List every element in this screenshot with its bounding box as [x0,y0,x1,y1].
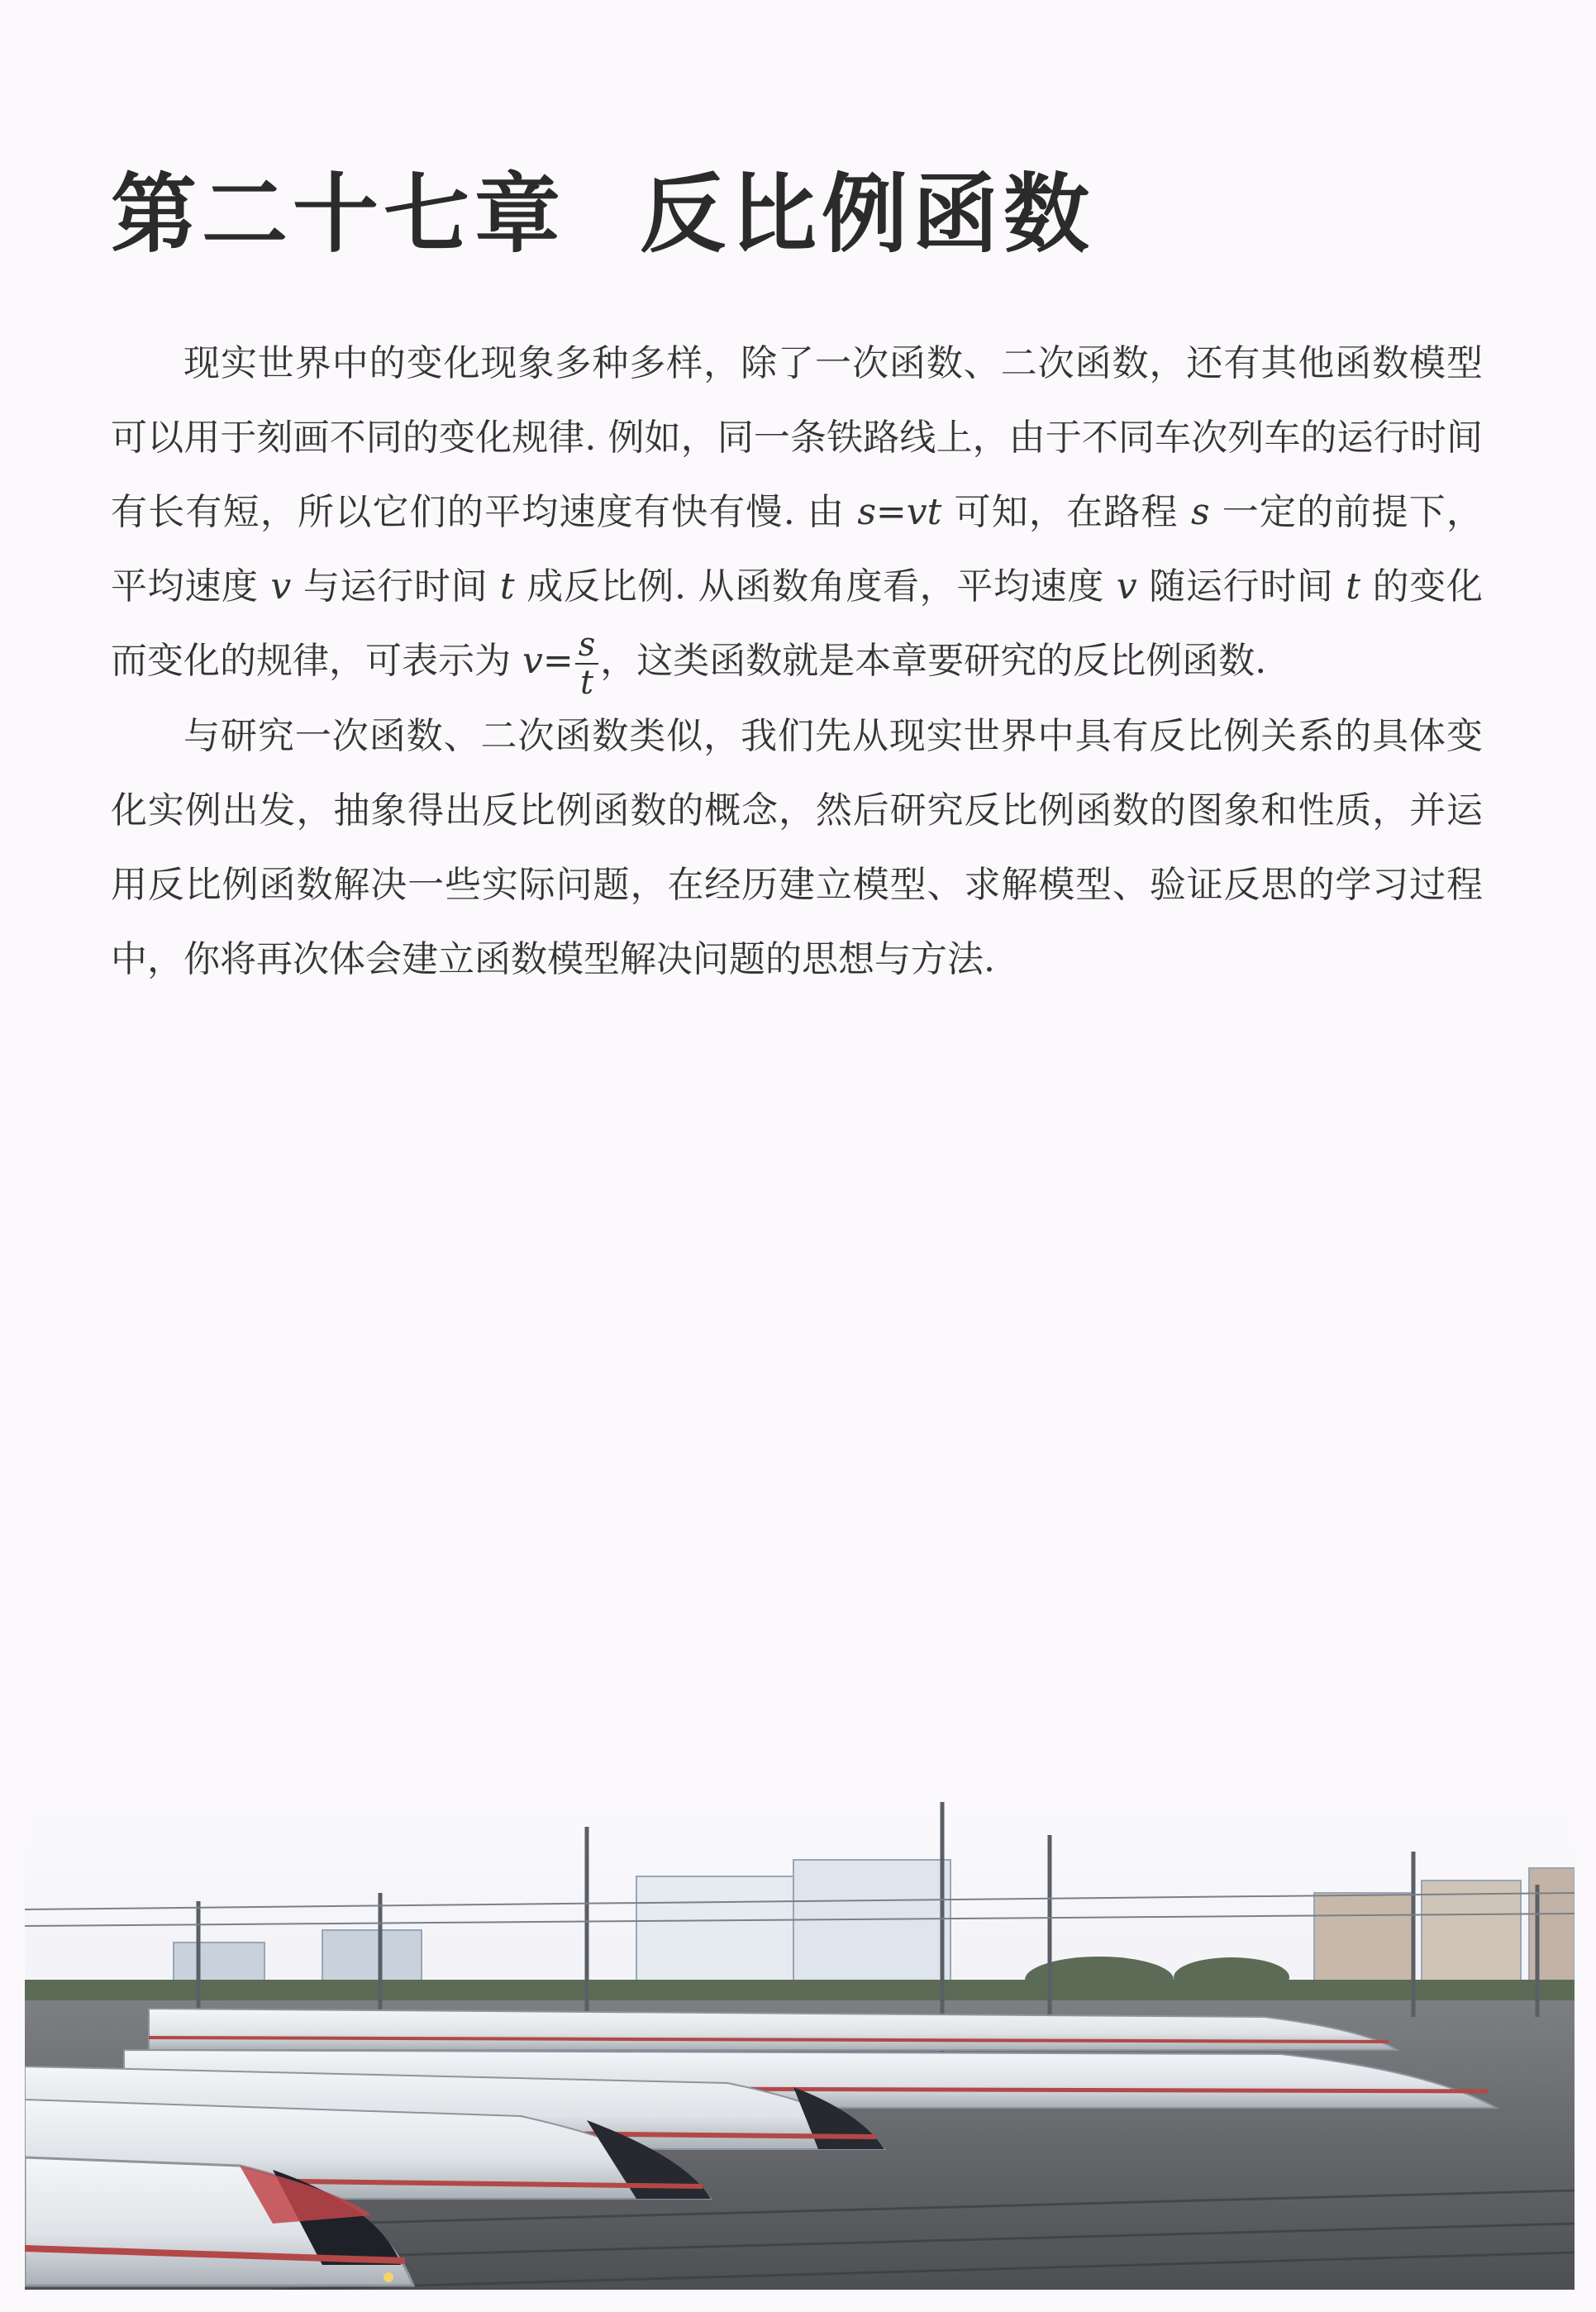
fraction-denominator: t [579,663,594,702]
fraction-s-over-t [575,625,599,702]
chapter-number: 第二十七章 [111,164,566,265]
intro-paragraph-2: 与研究一次函数、二次函数类似，我们先从现实世界中具有反比例关系的具体变化实例出发，抽象得出反比例函数的概念，然后研究反比例函数的图象和性质，并运用反比例函数解决一些实际问题，在经历建立模型、求解模型、验证反思的学习过程中，你将再次体会建立函数模型解决问题的思想与方法. [111,714,1483,980]
chapter-title [111,145,1094,269]
intro-paragraph-1: 现实世界中的变化现象多种多样，除了一次函数、二次函数，还有其他函数模型可以用于刻画不同的变化规律. 例如，同一条铁路线上，由于不同车次列车的运行时间有长有短，所以它们的平均速度有快有慢. 由 s=vt 可知，在路程 s 一定的前提下，平均速度 v 与运行时间 t 成反比例. 从函数角度看，平均速度 v 随运行时间 t 的变化而变化的规律，可表示为 v= $\frac{s}{t}$ ，这类函数就是本章要研究的反比例函数. [111,342,1483,702]
formula-s-vt: s=vt [857,491,942,533]
var-v: v [270,565,292,608]
var-t: t [1346,565,1360,608]
fraction-numerator: s [575,628,599,665]
chapter-intro [111,327,1483,997]
high-speed-trains-photo [25,1802,1575,2290]
var-t: t [499,565,515,608]
var-s: s [1190,491,1210,533]
chapter-name: 反比例函数 [640,164,1095,265]
formula-v-equals: v= [522,640,574,682]
train-depot-illustration [25,1802,1575,2290]
var-v: v [1116,565,1137,608]
